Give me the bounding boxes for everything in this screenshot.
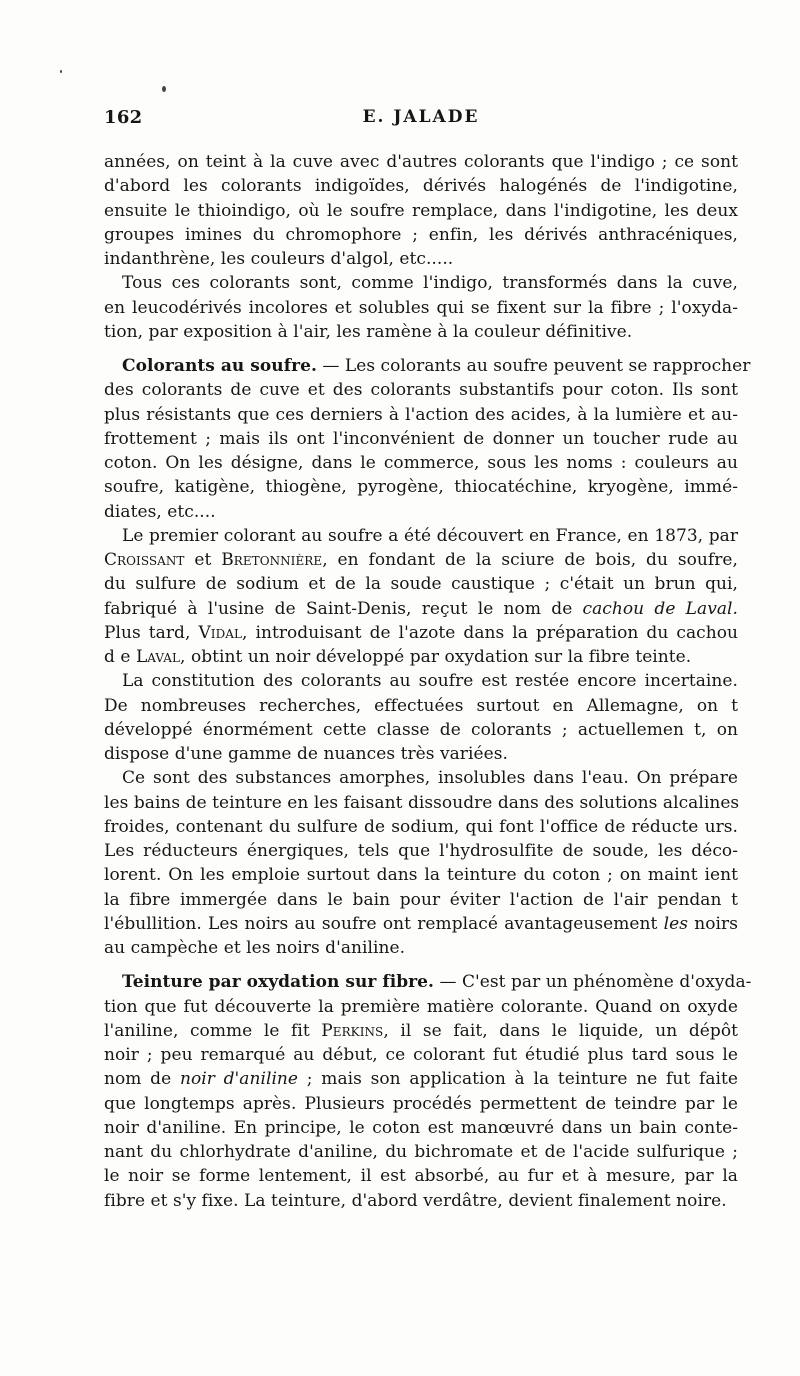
text-run: , en fondant de la sciure de bois, du soufre, [322,550,738,570]
text-line [104,912,738,936]
section-gap [104,960,738,970]
text-run: nom de [104,1069,180,1090]
text-line: années, on teint à la cuve avec d'autres colorants que l'indigo ; ce sont [104,152,738,172]
text-line: tion, par exposition à l'air, les ramène à la couleur définitive. [104,321,633,342]
text-run: , introduisant de l'azote dans la préparation du cachou [241,622,738,643]
text-line: De nombreuses recherches, effectuées surtout en Allemagne, on t [104,695,738,716]
text-run: ; mais son application à la teinture ne fut faite [298,1069,739,1090]
italic-term: cachou de Laval. [582,598,738,619]
text-line: groupes imines du chromophore ; enfin, les dérivés anthracéniques, [104,224,738,245]
text-line: du sulfure de sodium et de la soude caustique ; c'était un brun qui, [104,574,738,595]
text-line [104,548,738,572]
text-line: dispose d'une gamme de nuances très variées. [104,744,508,764]
text-line [104,970,752,994]
text-line: noir d'aniline. En principe, le coton est manœuvré dans un bain conte- [104,1117,738,1138]
text-line: la fibre immergée dans le bain pour éviter l'action de l'air pendan t [104,889,738,910]
text-line: d'abord les colorants indigoïdes, dérivés halogénés de l'indigotine, [104,176,738,197]
text-run: d e [104,647,136,667]
text-line: au campèche et les noirs d'aniline. [104,938,406,958]
text-run: — C'est par un phénomène d'oxyda- [434,972,752,993]
text-line: diates, etc.... [104,501,216,522]
print-speck [60,70,62,73]
section-colorants-au-soufre [104,354,751,960]
text-line: fibre et s'y fixe. La teinture, d'abord verdâtre, devient finalement noire. [104,1190,727,1211]
text-line: soufre, katigène, thiogène, pyrogène, thiocatéchine, kryogène, immé- [104,477,738,498]
text-line: indanthrène, les couleurs d'algol, etc..... [104,249,454,269]
text-line: Ce sont des substances amorphes, insolubles dans l'eau. On prépare [122,768,738,789]
text-line [104,645,738,669]
text-line [104,1067,738,1091]
section-heading: Teinture par oxydation sur fibre. [122,972,434,993]
text-line [104,354,751,378]
page-number: 162 [104,107,143,128]
text-line: noir ; peu remarqué au début, ce colorant fut étudié plus tard sous le [104,1045,738,1065]
text-line: nant du chlorhydrate d'aniline, du bichromate et de l'acide sulfurique ; [104,1142,738,1162]
running-header [104,107,738,133]
person-name: Vidal [198,622,242,643]
text-line: Les réducteurs énergiques, tels que l'hydrosulfite de soude, les déco- [104,841,738,861]
text-line [104,621,738,645]
text-line: coton. On les désigne, dans le commerce, sous les noms : couleurs au [104,453,738,473]
text-run: l'aniline, comme le fit [104,1020,322,1041]
italic-term: noir d'aniline [179,1069,299,1090]
print-speck [162,86,166,92]
text-run: l'ébullition. Les noirs au soufre ont remplacé avantageusement [104,913,664,934]
text-line: les bains de teinture en les faisant dissoudre dans des solutions alcalines [104,792,740,813]
text-line: le noir se forme lentement, il est absorbé, au fur et à mesure, par la [104,1166,738,1187]
text-line: développé énormément cette classe de colorants ; actuellemen t, on [104,719,738,740]
text-run: fabriqué à l'usine de Saint-Denis, reçut le nom de [104,598,583,619]
text-run: et [184,550,222,570]
text-line: frottement ; mais ils ont l'inconvénient de donner un toucher rude au [104,428,738,449]
text-line: Le premier colorant au soufre a été découvert en France, en 1873, par [122,525,738,546]
text-run: Plus tard, [104,622,199,643]
text-line: tion que fut découverte la première matière colorante. Quand on oxyde [104,996,738,1017]
text-line: en leucodérivés incolores et solubles qui se fixent sur la fibre ; l'oxyda- [104,297,738,318]
paragraph [104,150,738,271]
text-line: Tous ces colorants sont, comme l'indigo, transformés dans la cuve, [122,273,738,294]
person-name: Perkins [321,1020,384,1041]
text-run: noirs [688,913,738,934]
text-line: des colorants de cuve et des colorants substantifs pour coton. Ils sont [104,380,738,401]
body-text [104,150,752,1213]
text-line: lorent. On les emploie surtout dans la teinture du coton ; on maint ient [104,865,738,886]
person-name: Bretonnière [221,550,323,570]
text-line: plus résistants que ces derniers à l'action des acides, à la lumière et au- [104,404,738,425]
text-line: La constitution des colorants au soufre est restée encore incertaine. [122,671,738,692]
text-line [104,1019,738,1043]
text-line: froides, contenant du sulfure de sodium, qui font l'office de réducte urs. [104,816,738,837]
text-line [104,597,738,621]
text-run: — Les colorants au soufre peuvent se rapprocher [316,356,751,376]
text-run: , il se fait, dans le liquide, un dépôt [383,1020,738,1041]
person-name: Croissant [104,550,185,570]
section-heading: Colorants au soufre. [122,356,317,376]
paragraph [104,271,738,344]
text-run: , obtint un noir développé par oxydation sur la fibre teinte. [180,647,692,667]
section-gap [104,344,738,354]
person-name: Laval [135,647,181,667]
italic-term: les [663,913,689,934]
running-title: E. JALADE [362,107,480,127]
text-line: ensuite le thioindigo, où le soufre remplace, dans l'indigotine, les deux [104,200,738,221]
text-line: que longtemps après. Plusieurs procédés permettent de teindre par le [104,1093,738,1114]
section-teinture-par-oxydation [104,970,752,1213]
